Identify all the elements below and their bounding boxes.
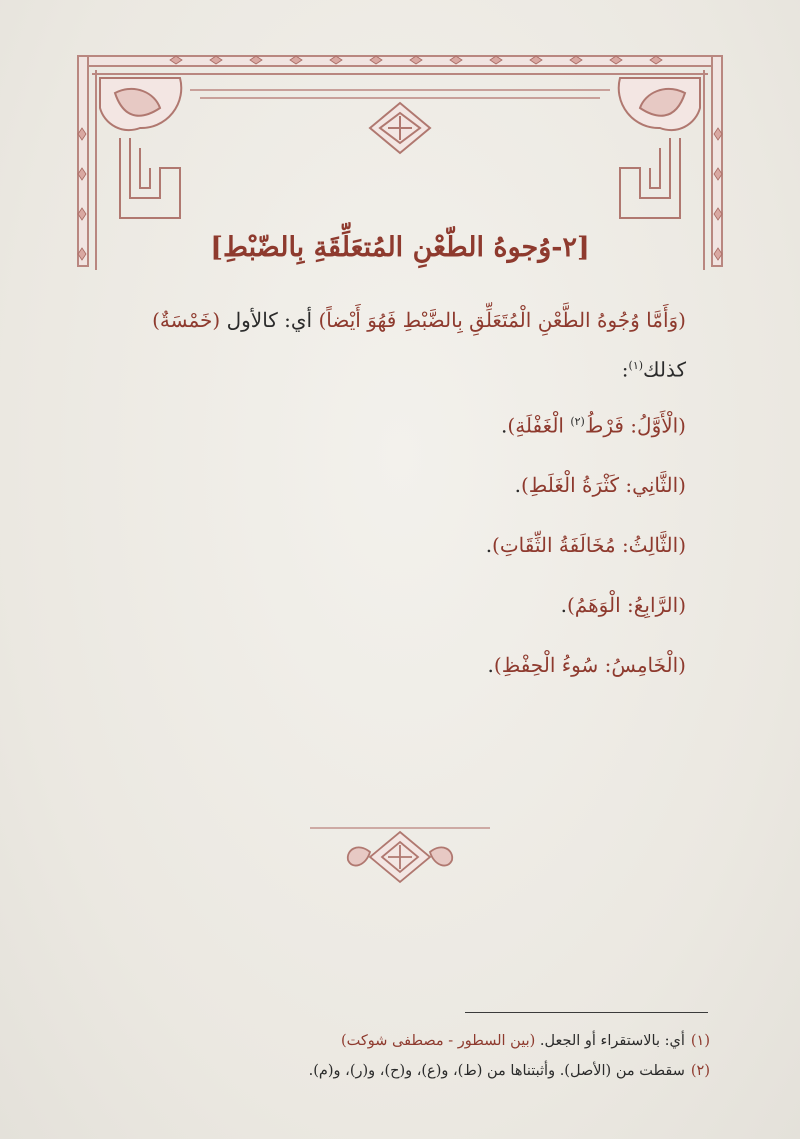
footnote-item: [90, 1056, 710, 1086]
item-text: (الْخَامِسُ: سُوءُ الْحِفْظِ): [493, 653, 686, 678]
footnote-text: سقطت من (الأصل). وأثبتناها من (ط)، و(ع)، و(ح)، و(ر)، و(م).: [308, 1063, 685, 1079]
item-end: .: [514, 473, 521, 498]
list-item: [118, 650, 686, 680]
item-text: (الرَّابِعُ: الْوَهَمُ): [567, 593, 686, 618]
quote-segment: (وَأَمَّا وُجُوهُ الطَّعْنِ الْمُتَعَلِّقِ بِالضَّبْطِ فَهُوَ أَيْضاً): [318, 308, 686, 332]
quote-segment: (خَمْسَةٌ): [152, 308, 221, 332]
item-end: .: [501, 413, 508, 438]
footnote-number: (١): [690, 1033, 710, 1049]
intro-paragraph: [118, 305, 686, 335]
item-text: (الْأَوَّلُ: فَرْطُ: [584, 413, 686, 438]
list-item: [118, 407, 686, 441]
footnote-item: [90, 1026, 710, 1056]
list-item: [118, 590, 686, 620]
item-end: .: [487, 653, 494, 678]
list-item: [118, 470, 686, 500]
item-end: .: [560, 593, 567, 618]
list-of-items: [118, 407, 686, 681]
colon: :: [621, 357, 629, 382]
footnote-marker: (١): [628, 359, 644, 372]
footnote-number: (٢): [690, 1063, 710, 1079]
intro-paragraph-continued: [118, 351, 686, 385]
main-text: [118, 305, 686, 710]
ornamental-divider: [300, 812, 500, 894]
commentary-segment: كذلك: [643, 357, 686, 382]
section-title: [٢-وُجوهُ الطّعْنِ المُتعَلِّقَةِ بِالضّبْطِ]: [210, 232, 590, 263]
item-text: (الثَّالِثُ: مُخَالَفَةُ الثِّقَاتِ): [492, 533, 686, 558]
item-text: (الثَّانِي: كَثْرَةُ الْغَلَطِ): [520, 473, 686, 498]
item-text-rest: الْغَفْلَةِ): [507, 413, 571, 438]
item-end: .: [485, 533, 493, 558]
footnote-source: (بين السطور - مصطفى شوكت): [340, 1033, 536, 1049]
footnotes: [90, 1026, 710, 1086]
footnote-text: أي: بالاستقراء أو الجعل.: [535, 1033, 685, 1049]
footnote-marker: (٢): [570, 414, 585, 428]
commentary-segment: أي: كالأول: [220, 308, 319, 332]
list-item: [118, 530, 686, 560]
footnote-separator: [465, 1012, 708, 1013]
